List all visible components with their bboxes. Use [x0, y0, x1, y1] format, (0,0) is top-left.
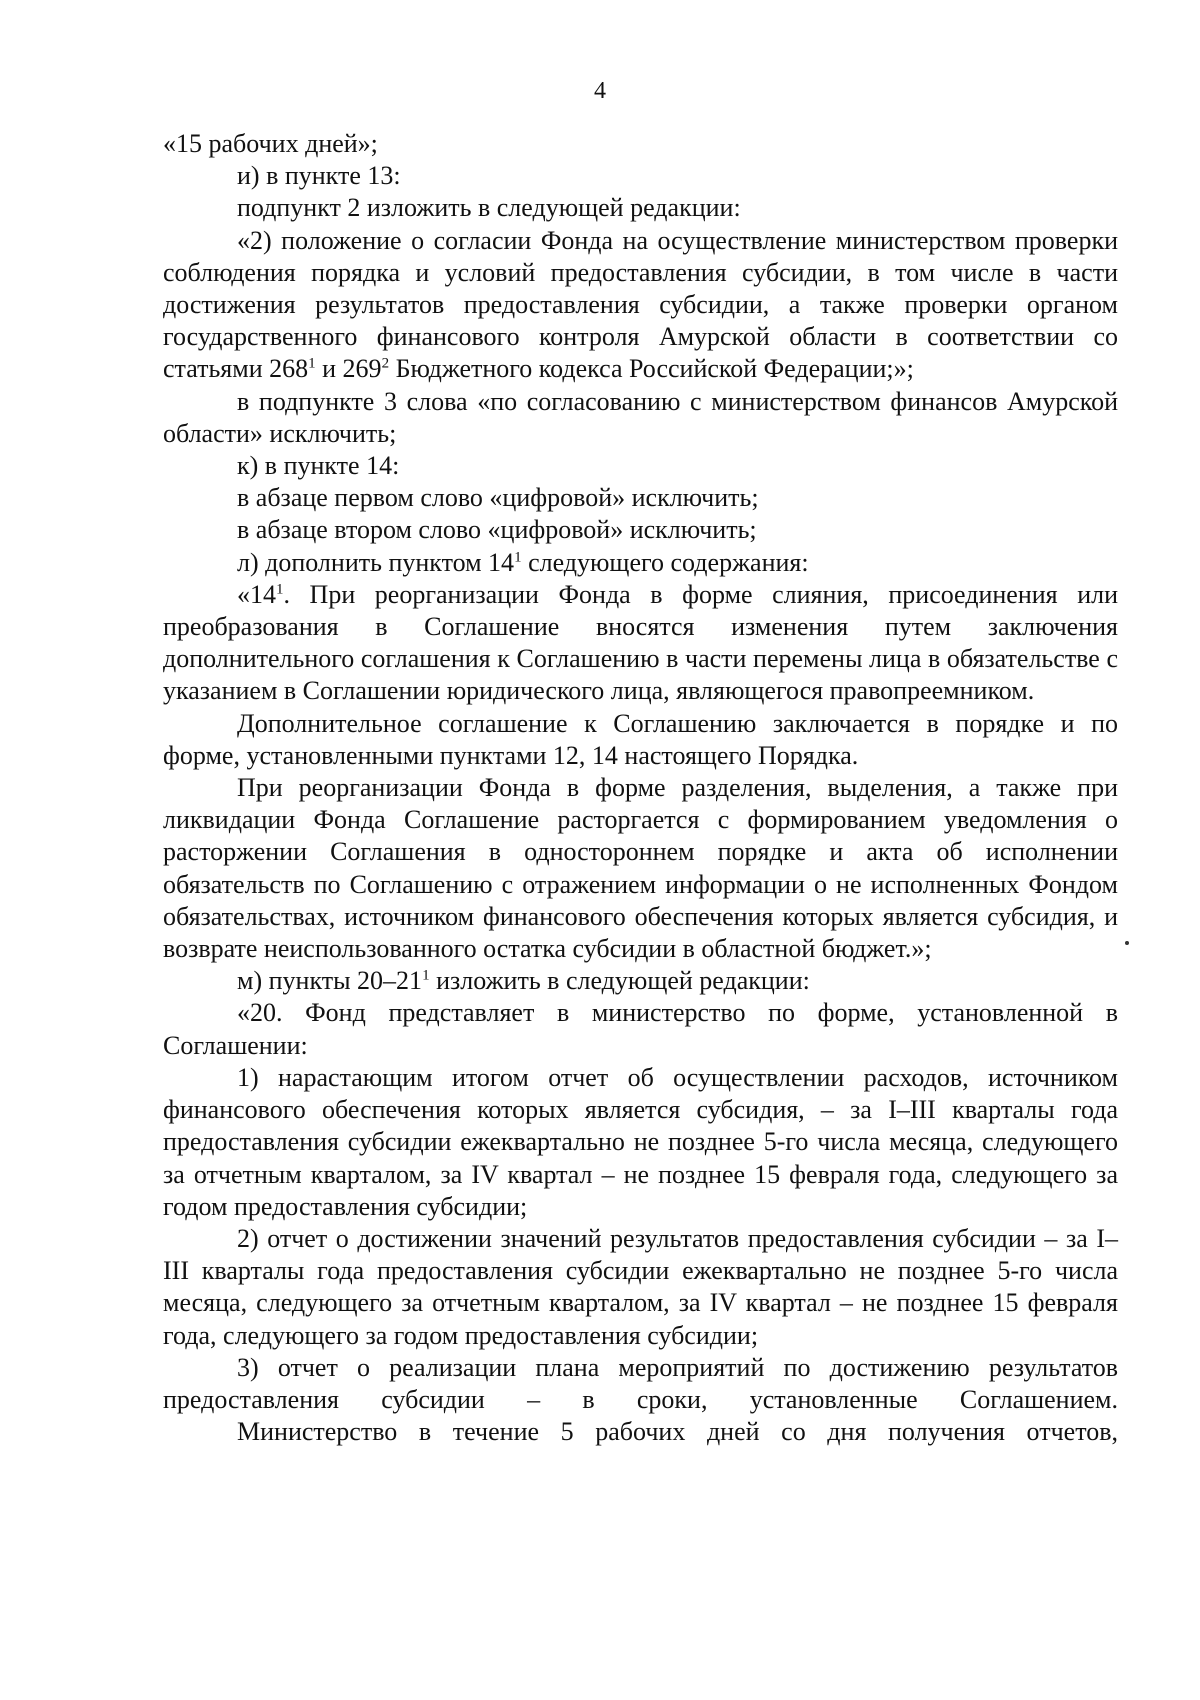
paragraph-abzac-1: в абзаце первом слово «цифровой» исключить;	[237, 483, 759, 513]
paragraph-report-1: 1) нарастающим итогом отчет об осуществлении расходов, источником финансового обеспечения которых является субсидия, – за I–III кварталы года предоставления субсидии ежеквартально не позднее 5-го числа месяца, следующего за отчетным кварталом, за IV квартал – не позднее 15 февраля года, следующего за годом предоставления субсидии;	[163, 1062, 1118, 1221]
superscript: 1	[514, 548, 522, 565]
superscript: 2	[381, 355, 390, 372]
superscript: 1	[308, 355, 316, 372]
paragraph-point-14-1	[163, 579, 1118, 708]
paragraph-text: «2) положение о согласии Фонда на осуществление министерством проверки соблюдения порядка и условий предоставления субсидии, в том числе в части достижения результатов предоставления субсидии, а также проверки органом государственного финансового контроля Амурской области в соответствии со статьями 268	[163, 225, 1118, 384]
paragraph-text: изложить в следующей редакции:	[429, 966, 810, 996]
paragraph-ministry: Министерство в течение 5 рабочих дней со дня получения отчетов,	[237, 1417, 1118, 1447]
paragraph-text: «14	[237, 579, 276, 609]
paragraph-text: и 269	[315, 354, 382, 384]
paragraph-abzac-2: в абзаце втором слово «цифровой» исключить;	[237, 515, 757, 545]
paragraph-text: следующего содержания:	[521, 547, 809, 577]
paragraph-item-l	[163, 547, 1118, 579]
paragraph-report-3: 3) отчет о реализации плана мероприятий по достижению результатов предоставления субсидии – в сроки, установленные Соглашением.	[163, 1352, 1118, 1414]
paragraph-subitem-2-text	[163, 225, 1118, 386]
paragraph-reorganization: При реорганизации Фонда в форме разделения, выделения, а также при ликвидации Фонда Соглашение расторгается с формированием уведомления о расторжении Соглашения в одностороннем порядке и акта об исполнении обязательств по Соглашению с отражением информации о не исполненных Фондом обязательствах, источником финансового обеспечения которых является субсидия, и возврате неиспользованного остатка субсидии в областной бюджет.»;	[163, 773, 1118, 964]
superscript: 1	[422, 967, 430, 984]
paragraph-text: м) пункты 20–21	[237, 966, 423, 996]
paragraph-text: л) дополнить пунктом 14	[237, 547, 515, 577]
paragraph-point-20: «20. Фонд представляет в министерство по форме, установленной в Соглашении:	[163, 998, 1118, 1060]
paragraph-text: . При реорганизации Фонда в форме слияния, присоединения или преобразования в Соглашение вносятся изменения путем заключения дополнительного соглашения к Соглашению в части перемены лица в обязательстве с указанием в Соглашении юридического лица, являющегося правопреемником.	[163, 579, 1118, 706]
paragraph-item-i: и) в пункте 13:	[237, 161, 401, 191]
scan-speck	[1125, 941, 1129, 945]
superscript: 1	[276, 581, 284, 598]
paragraph-report-2: 2) отчет о достижении значений результатов предоставления субсидии – за I–III кварталы года предоставления субсидии ежеквартально не позднее 5-го числа месяца, следующего за отчетным кварталом, за IV квартал – не позднее 15 февраля года, следующего за годом предоставления субсидии;	[163, 1223, 1118, 1350]
paragraph-subitem-2-intro: подпункт 2 изложить в следующей редакции:	[237, 193, 741, 223]
paragraph-item-m	[163, 965, 1118, 997]
paragraph-continuation: «15 рабочих дней»;	[163, 129, 378, 158]
document-body	[163, 128, 1118, 1448]
paragraph-text: Бюджетного кодекса Российской Федерации;»;	[389, 354, 914, 384]
paragraph-subitem-3: в подпункте 3 слова «по согласованию с министерством финансов Амурской области» исключить;	[163, 386, 1118, 448]
paragraph-additional-agreement: Дополнительное соглашение к Соглашению заключается в порядке и по форме, установленными пунктами 12, 14 настоящего Порядка.	[163, 708, 1118, 770]
paragraph-item-k: к) в пункте 14:	[237, 451, 400, 481]
page-number: 4	[594, 78, 606, 104]
